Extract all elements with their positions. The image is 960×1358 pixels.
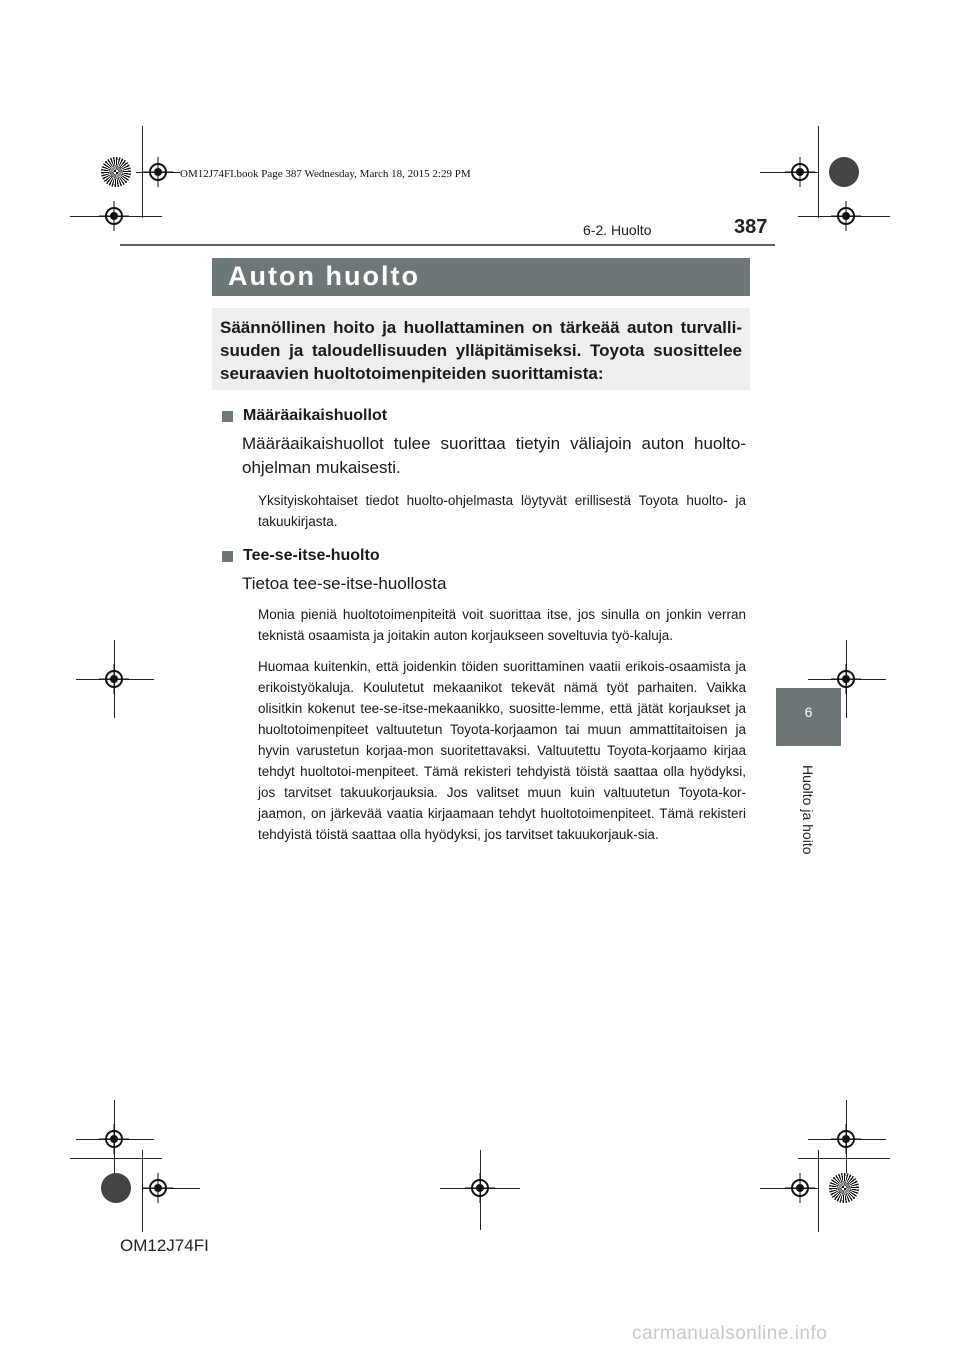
document-code: OM12J74FI	[120, 1236, 209, 1255]
section-lead: Tietoa tee-se-itse-huollosta	[242, 574, 447, 593]
intro-box	[212, 308, 750, 390]
chapter-name: Huolto ja hoito	[800, 765, 816, 855]
square-bullet-icon	[222, 551, 233, 562]
square-bullet-icon	[222, 411, 233, 422]
registration-mark-icon	[785, 157, 815, 187]
registration-mark-icon	[99, 664, 129, 694]
content	[222, 404, 746, 845]
registration-mark-icon	[831, 201, 861, 231]
title-bar	[212, 258, 750, 296]
registration-mark-icon	[143, 157, 173, 187]
color-starburst-icon	[101, 157, 131, 187]
color-starburst-icon	[101, 1173, 131, 1203]
chapter-tab	[776, 688, 841, 746]
crop-line	[70, 1158, 162, 1159]
crop-line	[818, 1150, 819, 1232]
header-rule	[120, 244, 775, 246]
registration-mark-icon	[99, 201, 129, 231]
section-paragraph: Yksityiskohtaiset tiedot huolto-ohjelmasta löytyvät erillisestä Toyota huolto- ja takuukirjasta.	[258, 493, 746, 529]
color-starburst-icon	[829, 1173, 859, 1203]
section-lead: Määräaikaishuollot tulee suorittaa tietyin väliajoin auton huolto-ohjelman mukaisesti.	[242, 434, 746, 477]
section-heading-text: Tee-se-itse-huolto	[243, 547, 380, 564]
chapter-number: 6	[804, 704, 813, 720]
watermark: carmanualsonline.info	[632, 1323, 828, 1344]
registration-mark-icon	[143, 1173, 173, 1203]
registration-mark-icon	[465, 1173, 495, 1203]
registration-mark-icon	[785, 1173, 815, 1203]
color-starburst-icon	[829, 157, 859, 187]
section-heading	[222, 404, 746, 428]
crop-line	[798, 1158, 890, 1159]
section-paragraph: Huomaa kuitenkin, että joidenkin töiden suorittaminen vaatii erikois-osaamista ja erikoistyökaluja. Koulutetut mekaanikot tekevät nämä työt parhaiten. Vaikka olisitkin kokenut tee-se-itse-mekaanikko, suositte-lemme, että jätät korjaukset ja huoltotoimenpiteet valtuutetun Toyota-korjaamon tai muun ammattitaitoisen ja hyvin varustetun korjaa-mon suoritettavaksi. Valtuutettu Toyota-korjaamo kirjaa tehdyt huoltotoi-menpiteet. Tämä rekisteri tehdyistä töistä saattaa olla hyödyksi, jos tarvitset takuukorjauksia. Jos valitset muun kuin valtuutetun Toyota-kor-jaamon, on järkevää vaatia kirjaamaan tehdyt huoltotoimenpiteet. Tämä rekisteri tehdyistä töistä saattaa olla hyödyksi, jos tarvitset takuukorjauk-sia.	[258, 659, 746, 842]
section-diy	[222, 544, 746, 845]
section-label: 6-2. Huolto	[583, 222, 652, 238]
registration-mark-icon	[831, 1124, 861, 1154]
intro-text: Säännöllinen hoito ja huollattaminen on tärkeää auton turvalli-suuden ja taloudellisuuden ylläpitämiseksi. Toyota suosittelee seuraavien huoltotoimenpiteiden suorittamista:	[220, 318, 742, 383]
registration-mark-icon	[99, 1124, 129, 1154]
section-maintenance	[222, 404, 746, 532]
page-number: 387	[734, 216, 768, 238]
crop-line	[818, 126, 819, 218]
print-stamp: OM12J74FI.book Page 387 Wednesday, March 18, 2015 2:29 PM	[180, 168, 471, 180]
section-paragraph: Monia pieniä huoltotoimenpiteitä voit suorittaa itse, jos sinulla on jonkin verran teknistä osaamista ja joitakin auton korjaukseen soveltuvia työ-kaluja.	[258, 607, 746, 643]
page-title: Auton huolto	[228, 261, 420, 291]
section-heading	[222, 544, 746, 568]
section-heading-text: Määräaikaishuollot	[243, 407, 388, 424]
